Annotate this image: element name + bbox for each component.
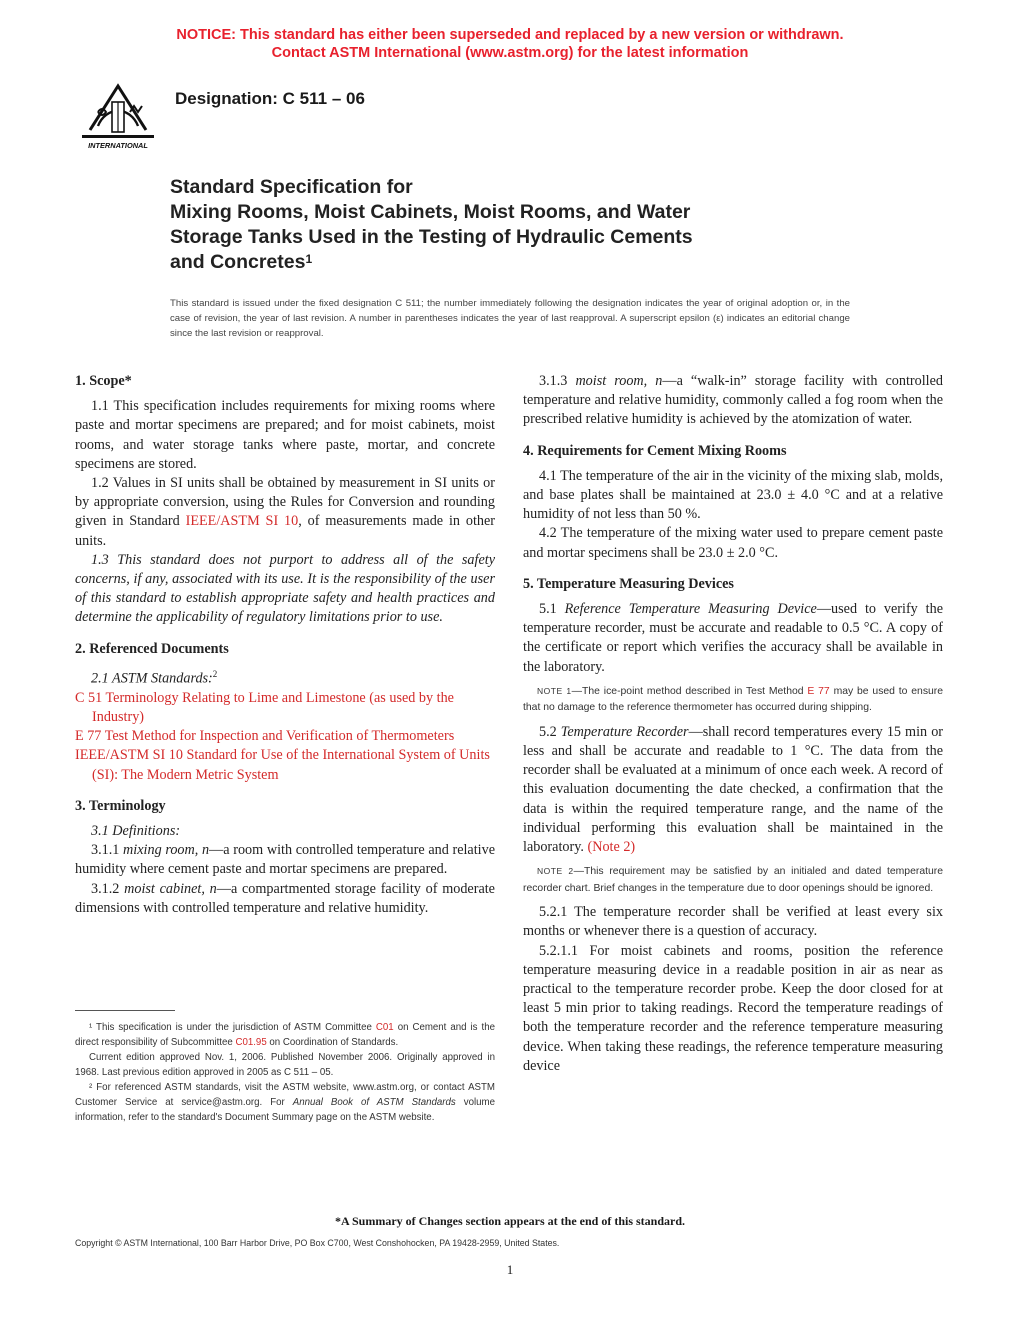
footnote-2 bbox=[75, 1080, 495, 1125]
paragraph-1-2 bbox=[75, 474, 495, 551]
paragraph-5-2 bbox=[523, 723, 943, 857]
title-line-4-text: and Concretes bbox=[170, 251, 306, 273]
term-mixing-room: mixing room, n bbox=[123, 842, 210, 859]
paragraph-3-1-3-text: —a “walk-in” storage facility with controlled temperature and relative humidity, commonly called a fog room when the prescribed relative humidity is achieved by the atomization of water. bbox=[523, 373, 943, 428]
link-committee-c01[interactable]: C01 bbox=[375, 1022, 394, 1033]
footnotes bbox=[75, 1020, 495, 1125]
title-line-3: Storage Tanks Used in the Testing of Hydraulic Cements bbox=[170, 226, 693, 248]
footnote-1-text: ¹ This specification is under the jurisdiction of ASTM Committee bbox=[89, 1022, 372, 1033]
document-title bbox=[170, 175, 870, 275]
footnote-1-text-3: on Coordination of Standards. bbox=[269, 1037, 399, 1048]
paragraph-2-1 bbox=[75, 665, 495, 689]
paragraph-3-1-2-num: 3.1.2 bbox=[91, 880, 120, 897]
paragraph-3-1-1 bbox=[75, 841, 495, 879]
paragraph-5-2-1: 5.2.1 The temperature recorder shall be verified at least every six months or whenever there is a question of accuracy. bbox=[523, 904, 943, 940]
paragraph-5-1-num: 5.1 bbox=[539, 601, 557, 618]
section-4-heading: 4. Requirements for Cement Mixing Rooms bbox=[523, 442, 787, 459]
footnote-2-text: ² For referenced ASTM standards, visit the ASTM website, www.astm.org, or contact ASTM Customer Service at service@astm.org. For bbox=[75, 1082, 495, 1108]
title-line-1: Standard Specification for bbox=[170, 176, 413, 198]
paragraph-5-1 bbox=[523, 600, 943, 677]
link-note-2[interactable]: (Note 2) bbox=[587, 839, 636, 856]
section-1-heading: 1. Scope* bbox=[75, 373, 132, 389]
footnote-2-tail: volume information, refer to the standard's Document Summary page on the ASTM website. bbox=[75, 1097, 495, 1123]
footnote-divider bbox=[75, 1010, 175, 1011]
section-2-heading: 2. Referenced Documents bbox=[75, 640, 229, 657]
link-e77[interactable]: E 77 bbox=[807, 685, 830, 697]
term-moist-cabinet: moist cabinet, n bbox=[124, 880, 217, 897]
copyright: Copyright © ASTM International, 100 Barr Harbor Drive, PO Box C700, West Conshohocken, PA 19428-2959, United States. bbox=[75, 1238, 560, 1248]
title-footnote-ref[interactable]: 1 bbox=[305, 252, 313, 266]
logo-text: INTERNATIONAL bbox=[88, 141, 148, 150]
paragraph-4-1: 4.1 The temperature of the air in the vicinity of the mixing slab, molds, and base plates shall be maintained at 23.0 ± 4.0 °C and at a relative humidity of not less than 50 %. bbox=[523, 467, 943, 523]
note-2-label: NOTE 2 bbox=[537, 866, 574, 877]
page-number: 1 bbox=[506, 1262, 514, 1277]
reference-c51[interactable]: C 51 Terminology Relating to Lime and Limestone (as used by the Industry) bbox=[75, 689, 454, 725]
link-ieee-astm-si10[interactable]: IEEE/ASTM SI 10 bbox=[185, 513, 299, 530]
paragraph-1-2-tail: , of measurements made in other units. bbox=[75, 513, 496, 549]
paragraph-3-1-2-text: —a compartmented storage facility of moderate dimensions with controlled temperature and relative humidity. bbox=[75, 880, 495, 916]
footnote-1-text-2: on Cement and is the direct responsibility of Subcommittee bbox=[75, 1022, 495, 1048]
note-1 bbox=[523, 683, 943, 717]
paragraph-3-1-2 bbox=[75, 880, 495, 918]
reference-ieee-astm-si10[interactable]: IEEE/ASTM SI 10 Standard for Use of the International System of Units (SI): The Modern Metric System bbox=[75, 747, 490, 783]
term-moist-room: moist room, n bbox=[575, 373, 663, 389]
paragraph-5-1-text: —used to verify the temperature recorder, must be accurate and readable to 0.5 °C. A copy of the certificate or report which verifies the accuracy shall be available in the laboratory. bbox=[523, 601, 944, 675]
footnote-2-italic: Annual Book of ASTM Standards bbox=[292, 1097, 456, 1108]
paragraph-1-2-text: 1.2 Values in SI units shall be obtained by measurement in SI units or by appropriate conversion, using the Rules for Conversion and rounding given in Standard bbox=[75, 475, 495, 530]
section-5-heading: 5. Temperature Measuring Devices bbox=[523, 575, 734, 592]
reference-e77[interactable]: E 77 Test Method for Inspection and Verification of Thermometers bbox=[75, 728, 455, 745]
paragraph-3-1-1-num: 3.1.1 bbox=[91, 842, 120, 859]
paragraph-3-1: 3.1 Definitions: bbox=[91, 823, 181, 839]
paragraph-3-1-3 bbox=[523, 372, 943, 430]
left-column bbox=[75, 372, 495, 918]
note-2 bbox=[523, 863, 943, 897]
term-temperature-recorder: Temperature Recorder bbox=[560, 723, 689, 740]
paragraph-3-1-3-num: 3.1.3 bbox=[539, 373, 568, 389]
note-1-label: NOTE 1 bbox=[537, 685, 572, 696]
paragraph-4-2: 4.2 The temperature of the mixing water used to prepare cement paste and mortar specimens shall be 23.0 ± 2.0 °C. bbox=[523, 525, 943, 561]
paragraph-5-2-1-1: 5.2.1.1 For moist cabinets and rooms, position the reference temperature measuring device in a readable position in air as near as practical to the temperature recorder probe. Keep the door closed for at least 5 min prior to taking readings. Record the temperature readings of both the temperature recorder and the reference temperature measuring device. When taking these readings, the reference temperature measuring device bbox=[523, 942, 943, 1074]
link-subcommittee-c0195[interactable]: C01.95 bbox=[235, 1037, 267, 1048]
paragraph-5-2-text: —shall record temperatures every 15 min or less and shall be accurate and readable to 1 °C. The data from the recorder shall be evaluated at a minimum of once each week. A record of this evaluation documenting the date checked, a confirmation that the data is within the required temperature range, and the name of the individual performing this evaluation shall be maintained in the laboratory. bbox=[523, 723, 944, 856]
paragraph-1-1: 1.1 This specification includes requirements for mixing rooms where paste and mortar specimens are prepared; and for moist cabinets, moist rooms, and water storage tanks where paste, mortar, and concrete specimens are stored. bbox=[75, 398, 495, 472]
issuance-statement: This standard is issued under the fixed designation C 511; the number immediately following the designation indicates the year of original adoption or, in the case of revision, the year of last revision. A number in parentheses indicates the year of last reapproval. A superscript epsilon (ε) indicates an editorial change since the last revision or reapproval. bbox=[170, 298, 850, 339]
note-1-text: —The ice-point method described in Test Method bbox=[571, 685, 804, 697]
notice-line-2: Contact ASTM International (www.astm.org) for the latest information bbox=[271, 45, 749, 61]
note-1-tail: may be used to ensure that no damage to the reference thermometer has occurred during shipping. bbox=[523, 685, 944, 714]
notice-line-1: NOTICE: This standard has either been superseded and replaced by a new version or withdrawn. bbox=[176, 27, 844, 43]
withdrawal-notice bbox=[0, 26, 1020, 62]
section-3-heading: 3. Terminology bbox=[75, 797, 166, 814]
footnote-1-edition: Current edition approved Nov. 1, 2006. Published November 2006. Originally approved in 1968. Last previous edition approved in 2005 as C 511 – 05. bbox=[75, 1052, 495, 1078]
designation: Designation: C 511 – 06 bbox=[175, 89, 365, 108]
paragraph-2-1-text: 2.1 ASTM Standards: bbox=[91, 670, 213, 687]
astm-logo bbox=[76, 82, 160, 150]
title-line-4 bbox=[170, 250, 870, 275]
term-reference-temperature-device: Reference Temperature Measuring Device bbox=[564, 601, 817, 618]
summary-of-changes-note: *A Summary of Changes section appears at the end of this standard. bbox=[334, 1214, 686, 1228]
paragraph-5-2-num: 5.2 bbox=[539, 723, 557, 740]
paragraph-3-1-1-text: —a room with controlled temperature and relative humidity where cement paste and mortar specimens are prepared. bbox=[75, 842, 495, 878]
paragraph-1-3: 1.3 This standard does not purport to address all of the safety concerns, if any, associated with its use. It is the responsibility of the user of this standard to establish appropriate safety and health practices and determine the applicability of regulatory limitations prior to use. bbox=[75, 551, 495, 626]
footnote-1 bbox=[75, 1020, 495, 1050]
title-line-2: Mixing Rooms, Moist Cabinets, Moist Rooms, and Water bbox=[170, 201, 691, 223]
right-column bbox=[523, 372, 943, 1076]
note-2-text: —This requirement may be satisfied by an initialed and dated temperature recorder chart. Brief changes in the temperature due to door openings should be ignored. bbox=[523, 866, 944, 894]
footnote-ref-2[interactable]: 2 bbox=[212, 668, 218, 679]
astm-logo-icon bbox=[76, 82, 160, 150]
